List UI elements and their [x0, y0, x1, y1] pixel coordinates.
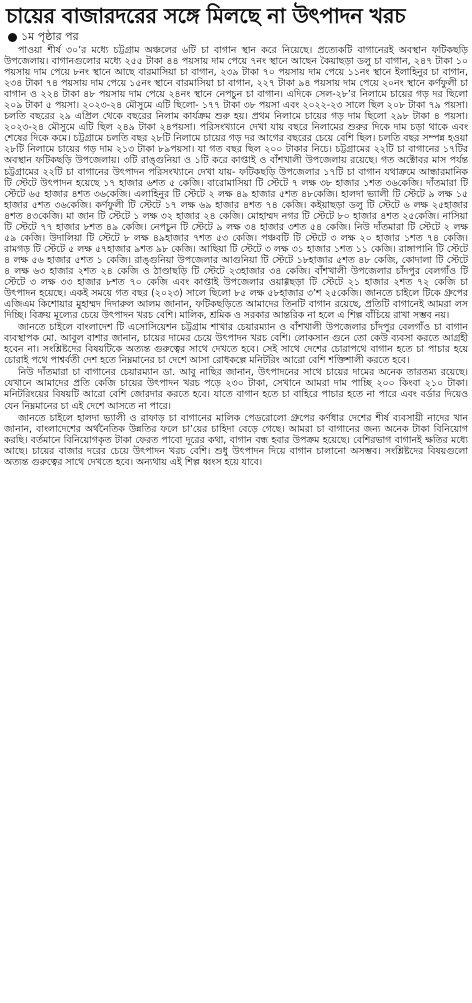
continuation-line: [4, 29, 468, 45]
article-paragraph: জানতে চাইলে বাংলাদেশ টি এসোসিয়েশন চট্টগ্রাম শাখার চেয়ারম্যান ও বাঁশখালী উপজেলার চাঁদপুর বেলগাঁও চা বাগান ব্যবস্থাপক মো. আবুল বাশার জানান, চায়ের দামের চেয়ে উৎপাদন খরচ বেশি। লোকসান গুনে তো কেউ ব্যবসা করতে আগ্রহী হবেন না। সংশ্লিষ্টদের বিষয়টিকে অত্যন্ত গুরুত্বের সাথে দেখতে হবে। সেই সাথে দেশের চোরাপথে বাগান হতে চা পাচার হয়ে চোরাই পথে পাশ্বর্বতী দেশ হতে নিম্নমানের চা দেশে আসা রোধকল্পে মনিটরিং আরো বেশি শক্তিশালী করতে হবে।: [4, 322, 468, 367]
article-paragraph: পাওয়া শীর্ষ ৩০’র মধ্যে চট্টগ্রাম অঞ্চলের ৬টি চা বাগান স্থান করে নিয়েছে। প্রত্যেকটি বাগানেরই অবস্থান ফটিকছড়ি উপজেলায়। বাগানগুলোর মধ্যে ২৫৫ টাকা ৪৪ পয়সায় দাম পেয়ে ৭নং স্থানে আছেন কৈয়াছড়া ডলু চা বাগান, ২৪৭ টাকা ১০ পয়সায় দাম পেয়ে ৮নং স্থানে আছে বারমাসিয়া চা বাগান, ২৩৯ টাকা ৭০ পয়সায় দাম পেয়ে ১১নং স্থানে ইলাহিনুর চা বাগান, ২৩৪ টাকা ৭৪ পয়সায় দাম পেয়ে ১৫নং স্থানে বারমাসিয়া চা বাগান, ২২৭ টাকা ৯৪ পয়সায় দাম পেয়ে ২০নং স্থানে কর্ণফুলী চা বাগান ও ২২৪ টাকা ৪৮ পয়সায় দাম পেয়ে ২৪নং স্থানে নেপচুন চা বাগান। এদিকে সেল-২৮’র নিলামে চায়ের গড় দর ছিলো ২০৯ টাকা ৫ পয়সা। ২০২৩-২৪ মৌসুমে এটি ছিলো- ১৭৭ টাকা ৩৮ পয়সা এবং ২০২২-২৩ সালে ছিল ২০৮ টাকা ৭৯ পয়সা। চলতি বছরের ২৯ এপ্রিল থেকে বছরের নিলাম কার্যক্রম শুরু হয়। প্রথম নিলামে চায়ের গড় দাম ছিলো ২৯৮ টাকা ৪ পয়সা। ২০২৩-২৪ মৌসুমে এটি ছিল ২৪৯ টাকা ২৪পয়সা। পরিসংখ্যানে দেখা যায় বছরে নিলামের শুরুর দিকে দাম চড়া থাকে এবং শেষের দিকে কমে। চট্টগ্রামে চলতি বছর ২৮টি নিলামে চায়ের গড় দর আগের বছরের চেয়ে বেশি ছিল। চলতি বছর সম্পন্ন হওয়া ২৮টি নিলামে চায়ের গড় দাম ২১৩ টাকা ৮৯পয়সা। যা গত বছর ছিল ২০০ টাকার নিচে। চট্টগ্রামের ২২টি চা বাগানের ১৭টির অবস্থান ফটিকছড়ি উপজেলায়। ৩টি রাঙ্গুনিয়া ও ১টি করে কাপ্তাই ও বাঁশখালী উপজেলায় রয়েছে। গত অক্টোবর মাস পর্যন্ত চট্টগ্রামের ২২টি চা বাগানের উৎপাদন পরিসংখ্যানে দেখা যায়- ফটিকছড়ি উপজেলার ১৭টি চা বাগান যথাক্রমে আন্ধারমানিক টি স্টেটে উৎপাদন হয়েছে ১৭ হাজার ৬শত ৫ কেজি। বারোমাসিয়া টি স্টেটে ৭ লক্ষ ৩৮ হাজার ১শত ৩৬কেজি। দাঁতমারা টি স্টেটে ৬৫ হাজার ৪শত ৩৬কেজি। এলাহিনুর টি স্টেটে ২ লক্ষ ৪৯ হাজার ৫শত ৪৮কেজি। হালদা ভ্যালী টি স্টেটে ৯ লক্ষ ১৫ হাজার ৫শত ৩৬কেজি। কর্ণফুলী টি স্টেটে ১৭ লক্ষ ৬৯ হাজার ৪শত ৭৪ কেজি। কইয়াছড়া ডলু টি স্টেটে ৬ লক্ষ ২৫হাজার ৪শত ৪৩কেজি। মা জান টি স্টেটে ১ লক্ষ ৩২ হাজার ২৪ কেজি। মোহাম্মদ নগর টি স্টেটে ৮০ হাজার ৪শত ২৫কেজি। নাসিয়া টি স্টেটে ৭৭ হাজার ৮শত ৪৯ কেজি। নেপচুন টি স্টেটে ৯ লক্ষ ৩৪ হাজার ৩শত ৫৪ কেজি। নিউ দাঁতমারা টি স্টেটে ২ লক্ষ ৫৯ কেজি। উদালিয়া টি স্টেটে ৮ লক্ষ ৪৯হাজার ৭শত ৫৩ কেজি। পঞ্চবটি টি স্টেটে ৩ লক্ষ ২০ হাজার ১শত ৭৪ কেজি। রামগড় টি স্টেটে ৫ লক্ষ ৫৭হাজার ৯শত ৯৮ কেজি। আছিয়া টি স্টেটে ৩ লক্ষ ৩১ হাজার ১শত ১১ কেজি। রাঙ্গাপানি টি স্টেটে ৪ লক্ষ ৫৬ হাজার ৫শত ১ কেজি। রাঙ্গুনিয়া উপজেলার আগুনিয়া টি স্টেটে ১৮হাজার ৫শত ৪৮ কেজি, কোদালা টি স্টেটে ৪ লক্ষ ৬৩ হাজার ২শত ২৪ কেজি ও ঠাণ্ডাছড়ি টি স্টেটে ২৩হাজার ৩৪ কেজি। বাঁশখালী উপজেলার চাঁদপুর বেলগাঁও টি স্টেটে ৩ লক্ষ ৩৩ হাজার ৮শত ৭০ কেজি এবং কাপ্তাই উপজেলার ওয়াগ্গছড়া টি স্টেটে ২১ হাজার ২শত ৭২ কেজি চা উৎপাদন হয়েছে। একই সময়ে গত বছর (২০২৩) সালে ছিলো ৮৫ লক্ষ ৫৮হাজার ৩’শ ২৫কেজি। জানতে চাইলে টিকে গ্রুপের এজিএম কিশোয়ার মুহাম্মদ দিদারুল আলম জানান, ফটিকছড়িতে আমাদের তিনটি বাগান রয়েছে, প্রতিটি বাগানেই আমরা লস দিচ্ছি। বিক্রয় মূল্যের চেয়ে উৎপাদন খরচ বেশি। মালিক, শ্রমিক ও সরকার আন্তরিক না হলে এ শিল্প বাঁচিয়ে রাখা সম্ভব নয়।: [4, 45, 468, 322]
filled-circle-bullet-icon: [8, 33, 17, 42]
article-body: [4, 45, 468, 468]
article-paragraph: জানতে চাইলে হালদা ভ্যালী ও রাফাড় চা বাগানের মালিক পেডরোলো গ্রুপের কর্ণধার দেশের শীর্ষ ব্যবসায়ী নাদের খান জানান, বাংলাদেশের অর্থনৈতিক উন্নতির ফলে চা’য়ের চাহিদা বেড়ে গেছে। আমরা চা বাগানের জন্য অনেক টাকা বিনিয়োগ করছি। বর্তমানে বিনিয়োগকৃত টাকা ফেরত পাবো দূরের কথা, বাগান বন্ধ হবার উপক্রম হয়েছে। বেশিরভাগ বাগানই ক্ষতির মধ্যে আছে। চায়ের বাজার দরের চেয়ে উৎপাদন খরচ বেশি। শুধু উৎপাদন দিয়ে বাগান চালানো অসম্ভব। সংশ্লিষ্টদের বিষয়গুলো অত্যন্ত গুরুত্বের সাথে দেখতে হবে। অন্যথায় এই শিল্প ধ্বংস হয়ে যাবে।: [4, 412, 468, 468]
article-headline: চায়ের বাজারদরের সঙ্গে মিলছে না উৎপাদন খরচ: [6, 3, 406, 28]
article-paragraph: নিউ দাঁতমারা চা বাগানের চেয়ারম্যান ডা. আবু নাছির জানান, উৎপাদনের সাথে চায়ের দামের অনেক তারতম্য রয়েছে। যেখানে আমাদের প্রতি কেজি চায়ের উৎপাদন খরচ পড়ে ২৩০ টাকা, সেখানে আমরা দাম পাচ্ছি ২০০ কিংবা ২১০ টাকা। মনিটরিংয়ের বিষয়টি আরো বেশি জোরদার করতে হবে। যাতে বাগান হতে চা বাহিরে পাচার হতে না পারে এবং বর্ডার দিয়েও যেন নিম্নমানের চা এই দেশে আসতে না পারে।: [4, 367, 468, 412]
continuation-label: ১ম পৃষ্ঠার পর: [21, 29, 79, 43]
